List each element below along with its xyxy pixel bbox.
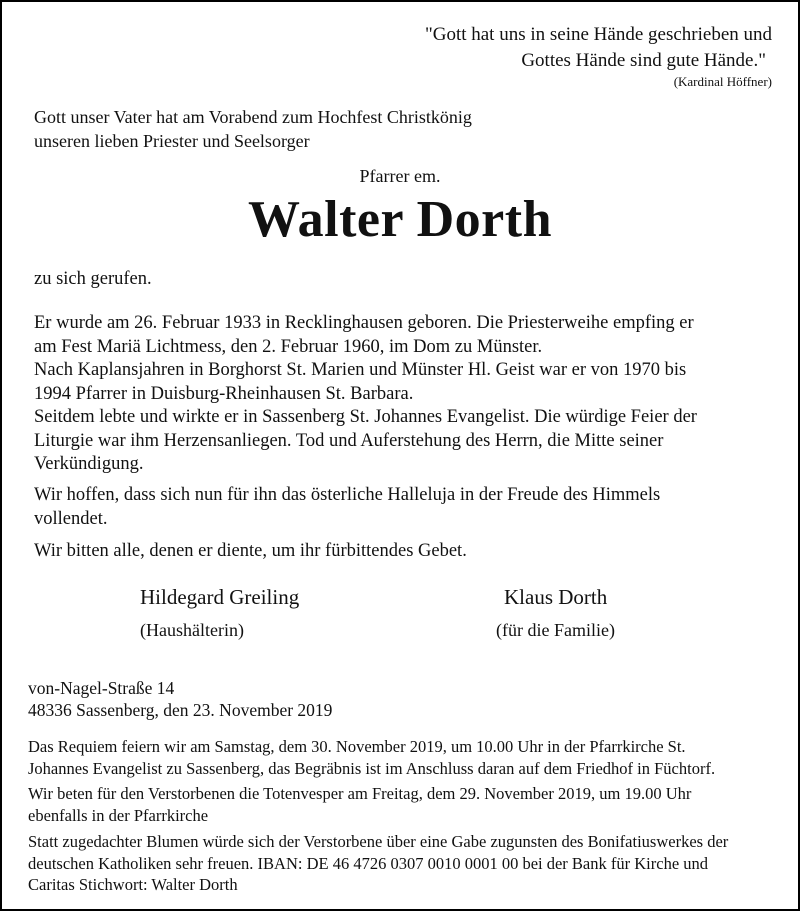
called-text: zu sich gerufen. (34, 269, 152, 289)
signatory-role: (Haushälterin) (140, 620, 244, 640)
signatory-name: Hildegard Greiling (140, 585, 300, 609)
requiem-line: Johannes Evangelist zu Sassenberg, das Begräbnis ist im Anschluss daran auf dem Friedhof in Füchtorf. (28, 758, 716, 778)
signatory-role: (für die Familie) (496, 620, 615, 640)
donation-info (28, 831, 728, 896)
quote-line: "Gott hat uns in seine Hände geschrieben und (424, 24, 772, 45)
requiem-info (28, 736, 715, 779)
vespers-info (28, 783, 691, 826)
intro-line: unseren lieben Priester und Seelsorger (34, 131, 310, 151)
address-city-date: 48336 Sassenberg, den 23. November 2019 (28, 700, 333, 720)
intro-line: Gott unser Vater hat am Vorabend zum Hochfest Christkönig (34, 107, 472, 127)
bio-line: Er wurde am 26. Februar 1933 in Recklinghausen geboren. Die Priesterweihe empfing er (34, 313, 694, 333)
address (28, 677, 332, 721)
donation-line: Statt zugedachter Blumen würde sich der Verstorbene über eine Gabe zugunsten des Bonifatiuswerkes der (28, 832, 729, 851)
quote (392, 22, 772, 74)
bio-line: am Fest Mariä Lichtmess, den 2. Februar 1960, im Dom zu Münster. (34, 336, 543, 357)
vespers-line: Wir beten für den Verstorbenen die Totenvesper am Freitag, dem 29. November 2019, um 19.00 Uhr (28, 784, 692, 803)
address-street: von-Nagel-Straße 14 (28, 678, 175, 698)
hope-line: vollendet. (34, 508, 108, 529)
quote-author: (Kardinal Höffner) (673, 74, 772, 89)
hope-text (34, 484, 660, 531)
bio-line: Seitdem lebte und wirkte er in Sassenberg St. Johannes Evangelist. Die würdige Feier der (34, 407, 697, 427)
bio-line: Verkündigung. (34, 454, 144, 474)
requiem-line: Das Requiem feiern wir am Samstag, dem 30. November 2019, um 10.00 Uhr in der Pfarrkirche St. (28, 737, 686, 756)
intro-text (34, 105, 472, 153)
deceased-title: Pfarrer em. (359, 166, 441, 186)
hope-line: Wir hoffen, dass sich nun für ihn das österliche Halleluja in der Freude des Himmels (34, 485, 661, 505)
quote-line: Gottes Hände sind gute Hände." (521, 50, 766, 71)
bio-line: Liturgie war ihm Herzensanliegen. Tod und Auferstehung des Herrn, die Mitte seiner (34, 430, 664, 451)
biography (34, 312, 697, 477)
donation-line: Caritas Stichwort: Walter Dorth (28, 875, 238, 894)
deceased-name: Walter Dorth (248, 191, 552, 248)
bio-line: 1994 Pfarrer in Duisburg-Rheinhausen St. Barbara. (34, 383, 414, 404)
signatory-name: Klaus Dorth (504, 585, 608, 609)
bio-line: Nach Kaplansjahren in Borghorst St. Marien und Münster Hl. Geist war er von 1970 bis (34, 360, 687, 380)
vespers-line: ebenfalls in der Pfarrkirche (28, 805, 209, 825)
prayer-text: Wir bitten alle, denen er diente, um ihr fürbittendes Gebet. (34, 541, 467, 561)
donation-line: deutschen Katholiken sehr freuen. IBAN: DE 46 4726 0307 0010 0001 00 bei der Bank für Kirche und (28, 853, 709, 873)
